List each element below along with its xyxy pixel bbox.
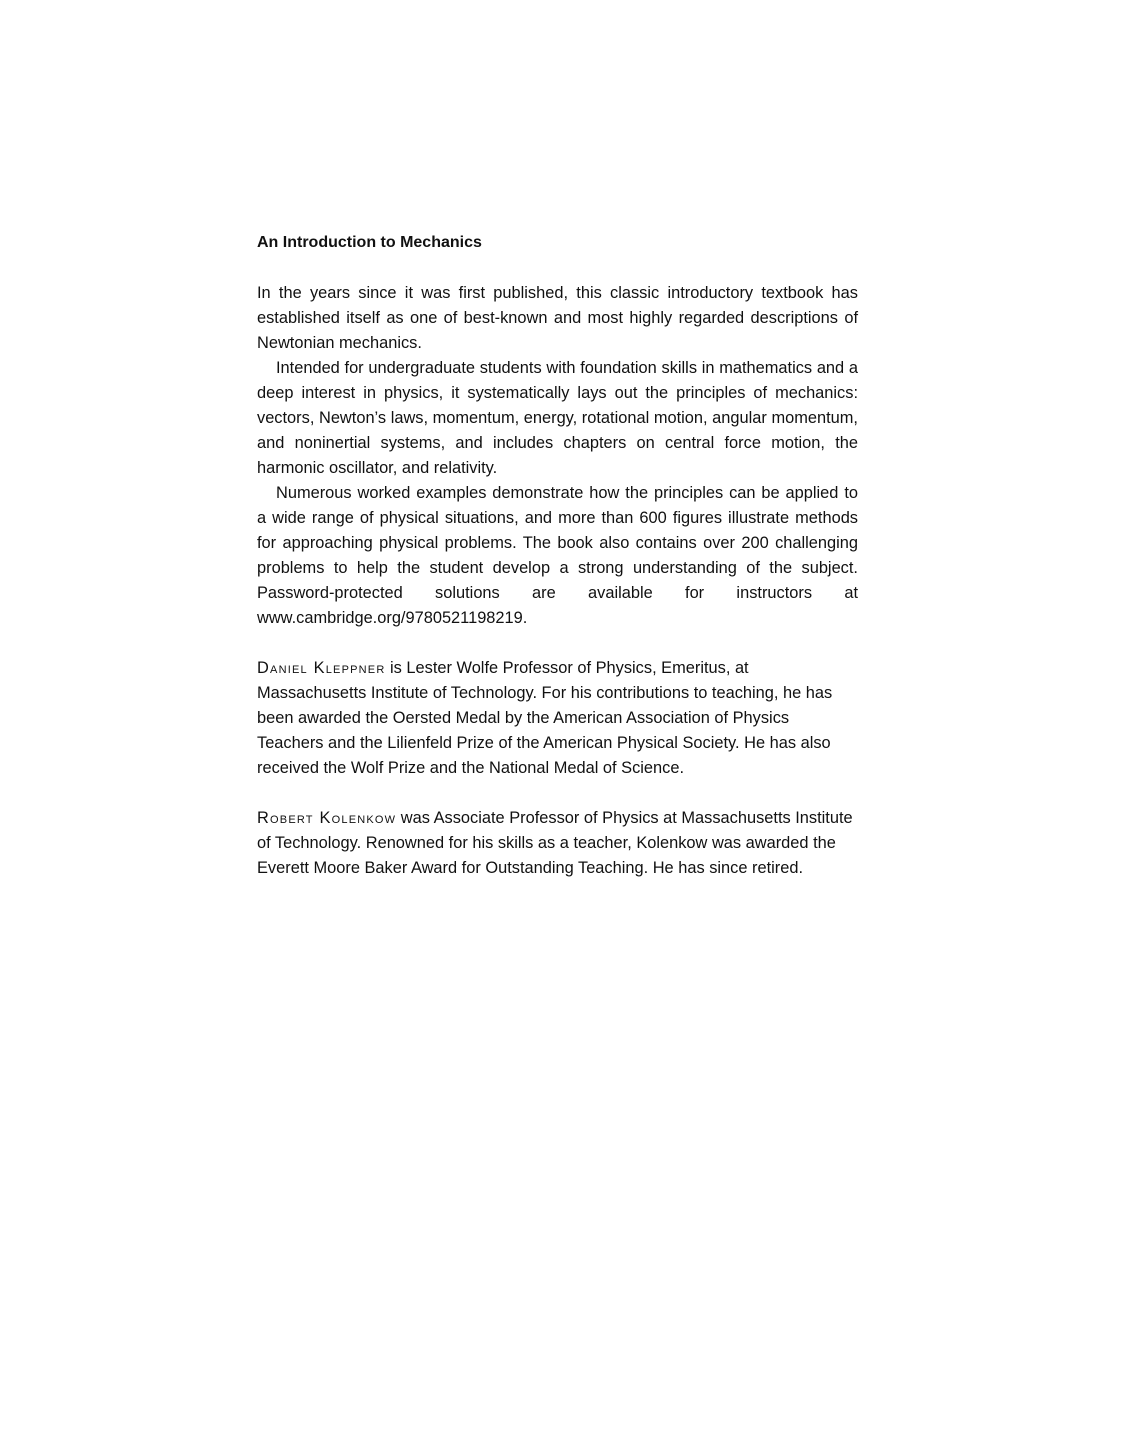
blurb-paragraph-2: Intended for undergraduate students with foundation skills in mathematics and a deep interest in physics, it systematically lays out the principles of mechanics: vectors, Newton’s laws, momentum, energy, rotational motion, angular momentum, and noninertial systems, and includes chapters on central force motion, the harmonic oscillator, and relativity. [257,359,858,477]
author-bio-kolenkow [257,806,858,881]
author-bio-kleppner [257,656,858,781]
blurb-paragraph-1: In the years since it was first published, this classic introductory textbook has established itself as one of best-known and most highly regarded descriptions of Newtonian mechanics. [257,284,858,352]
author-bio-text-kleppner: is Lester Wolfe Professor of Physics, Emeritus, at Massachusetts Institute of Technology. For his contributions to teaching, he has been awarded the Oersted Medal by the American Association of Physics Teachers and the Lilienfeld Prize of the American Physical Society. He has also received the Wolf Prize and the National Medal of Science. [257,659,833,777]
blurb-paragraph-3: Numerous worked examples demonstrate how the principles can be applied to a wide range of physical situations, and more than 600 figures illustrate methods for approaching physical problems. The book also contains over 200 challenging problems to help the student develop a strong understanding of the subject. Password-protected solutions are available for instructors at www.cambridge.org/9780521198219. [257,484,858,627]
author-name-kleppner: Daniel Kleppner [257,659,386,677]
book-blurb-page [257,231,858,881]
author-bio-text-kolenkow: was Associate Professor of Physics at Massachusetts Institute of Technology. Renowned for his skills as a teacher, Kolenkow was awarded the Everett Moore Baker Award for Outstanding Teaching. He has since retired. [257,809,853,877]
author-name-kolenkow: Robert Kolenkow [257,809,397,827]
book-title: An Introduction to Mechanics [257,234,482,251]
